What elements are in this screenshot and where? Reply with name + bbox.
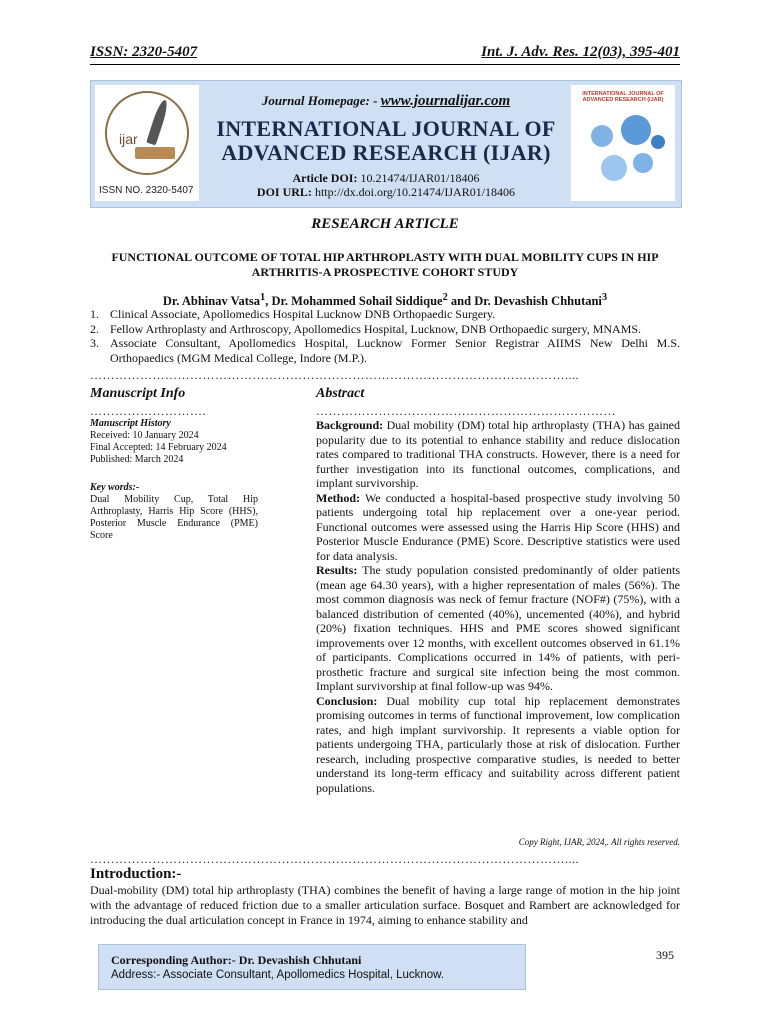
journal-banner <box>90 80 682 208</box>
divider: ……………………………………………………………… <box>316 404 616 418</box>
keywords: Dual Mobility Cup, Total Hip Arthroplasty, Harris Hip Score (HHS), Posterior Muscle Endurance (PME) Score <box>90 494 258 541</box>
article-title: FUNCTIONAL OUTCOME OF TOTAL HIP ARTHROPLASTY WITH DUAL MOBILITY CUPS IN HIP ARTHRITIS-A PROSPECTIVE COHORT STUDY <box>111 250 659 279</box>
article-type: RESEARCH ARTICLE <box>311 216 459 232</box>
divider: ………………………. <box>90 404 206 418</box>
manuscript-info-heading: Manuscript Info <box>90 386 186 401</box>
history-heading: Manuscript History <box>90 418 171 429</box>
published-date: Published: March 2024 <box>90 454 184 465</box>
copyright: Copy Right, IJAR, 2024,. All rights reserved. <box>518 837 680 847</box>
page-number: 395 <box>656 948 674 962</box>
divider: …………………………………………………………………………………………………….... <box>90 368 579 382</box>
abstract-results: Results: The study population consisted predominantly of older patients (mean age 64.30 years), with a higher representation of males (56%). The most common diagnosis was neck of femur fracture (NOF#) (75%), with a balanced distribution of cemented (40%), uncemented (40%), and hybrid (20%) fixation techniques. HHS and PME scores showed significant improvements over 12 months, with excellent outcomes observed in 61.1% of participants. Complications occurred in 14% of patients, with peri-prosthetic fracture and surgical site infection being the most common. Implant survivorship at final follow-up was 94%. <box>316 563 680 693</box>
journal-citation: Int. J. Adv. Res. 12(03), 395-401 <box>481 44 680 60</box>
introduction-text: Dual-mobility (DM) total hip arthroplasty (THA) combines the benefit of having a large range of motion in the hip joint with the advantage of reduced friction due to a smaller articulation surface. Bosquet and Rambert are acknowledged for introducing the dual articulation concept in France in 1974, aiming to enhance stability and <box>90 883 680 927</box>
abstract-conclusion: Conclusion: Dual mobility cup total hip replacement demonstrates promising outcomes in terms of functional improvement, low complication rates, and high implant survivorship. It represents a viable option for patients undergoing THA, particularly those at risk of dislocation. Further research, including prospective comparative studies, is needed to better understand its long-term efficacy and suitability across different patient populations. <box>316 693 680 795</box>
doi-value: 10.21474/IJAR01/18406 <box>360 171 480 185</box>
cover-title: INTERNATIONAL JOURNAL OF ADVANCED RESEARCH (IJAR) <box>582 91 664 103</box>
corresponding-author-box <box>98 944 526 990</box>
journal-title: INTERNATIONAL JOURNAL OF ADVANCED RESEARCH (IJAR) <box>216 116 556 165</box>
logo-issn: ISSN NO. 2320-5407 <box>99 185 194 196</box>
abstract-heading: Abstract <box>316 386 365 401</box>
doi-block: Article DOI: 10.21474/IJAR01/18406 DOI URL: http://dx.doi.org/10.21474/IJAR01/18406 <box>256 171 516 199</box>
divider: …………………………………………………………………………………………………….... <box>90 852 579 866</box>
abstract-background: Background: Dual mobility (DM) total hip arthroplasty (THA) has gained popularity due to its potential to enhance stability and reduce dislocation rates compared to traditional THA constructs. However, there is a need for further investigation into its functional outcomes, complications, and implant survivorship. <box>316 418 680 490</box>
issn-text: ISSN: 2320-5407 <box>90 44 198 60</box>
corresponding-author: Corresponding Author:- Dr. Devashish Chhutani <box>111 953 362 967</box>
corresponding-address: Address:- Associate Consultant, Apollomedics Hospital, Lucknow. <box>111 969 445 981</box>
author-list: Dr. Abhinav Vatsa$^1$, Dr. Mohammed Sohail Siddique$^2$ and Dr. Devashish Chhutani$^3$ <box>162 292 608 309</box>
introduction-heading: Introduction:- <box>90 866 182 882</box>
accepted-date: Final Accepted: 14 February 2024 <box>90 442 227 453</box>
doi-url-link[interactable]: http://dx.doi.org/10.21474/IJAR01/18406 <box>314 185 516 199</box>
affiliation-item: 3. Associate Consultant, Apollomedics Hospital, Lucknow Former Senior Registrar AIIMS New Delhi M.S. Orthopaedics (MGM Medical College, Indore (M.P.). <box>90 336 680 365</box>
manuscript-info <box>90 418 258 542</box>
ijar-logo <box>95 85 199 201</box>
abstract-body <box>316 418 680 795</box>
journal-homepage: Journal Homepage: - www.journalijar.com <box>261 93 511 109</box>
affiliation-item: 2. Fellow Arthroplasty and Arthroscopy, Apollomedics Hospital, Lucknow, DNB Orthopaedic surgery, MNAMS. <box>90 321 642 336</box>
running-header <box>90 44 680 65</box>
abstract-method: Method: We conducted a hospital-based prospective study involving 50 patients undergoing total hip replacement over a one-year period. Functional outcomes were assessed using the Harris Hip Score (HHS) and Posterior Muscle Endurance (PME) Score. Descriptive statistics were used for data analysis. <box>316 490 680 563</box>
quill-book-icon: ijar <box>105 91 189 175</box>
received-date: Received: 10 January 2024 <box>90 430 199 441</box>
affiliation-item: 1. Clinical Associate, Apollomedics Hospital Lucknow DNB Orthopaedic Surgery. <box>90 307 496 321</box>
keywords-heading: Key words:- <box>90 482 140 493</box>
affiliations <box>90 307 680 365</box>
journal-cover-image <box>571 85 675 201</box>
homepage-link[interactable]: www.journalijar.com <box>380 93 511 109</box>
